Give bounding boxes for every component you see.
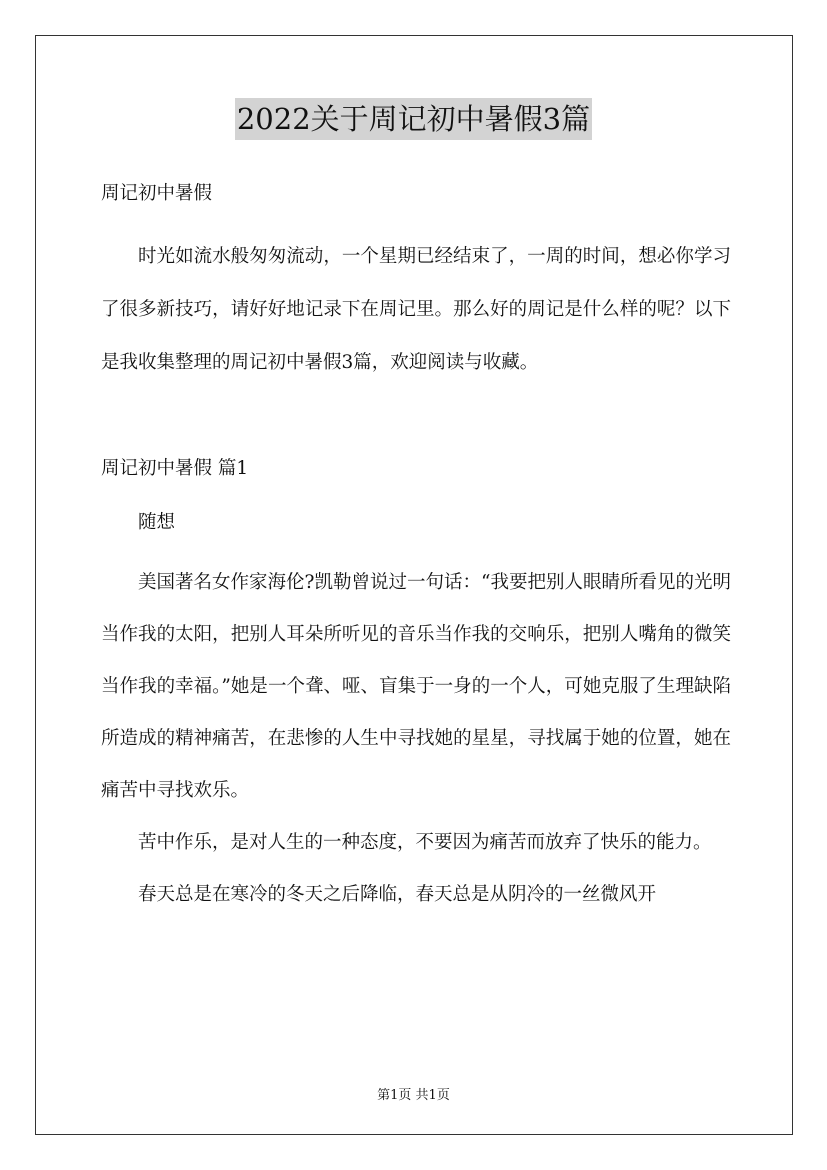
body-paragraph: 春天总是在寒冷的冬天之后降临，春天总是从阴冷的一丝微风开 <box>138 884 657 905</box>
page-footer: 第1页 共1页 <box>377 1088 450 1103</box>
section-heading: 周记初中暑假 篇1 <box>101 458 249 479</box>
intro-paragraph: 时光如流水般匆匆流动，一个星期已经结束了，一周的时间，想必你学习了很多新技巧，请好好地记录下在周记里。那么好的周记是什么样的呢？以下是我收集整理的周记初中暑假3篇，欢迎阅读与收藏。 <box>101 246 731 373</box>
title-container <box>0 98 827 140</box>
body-paragraph: 美国著名女作家海伦?凯勒曾说过一句话：“我要把别人眼睛所看见的光明当作我的太阳，把别人耳朵所听见的音乐当作我的交响乐，把别人嘴角的微笑当作我的幸福。”她是一个聋、哑、盲集于一身的一个人，可她克服了生理缺陷所造成的精神痛苦，在悲惨的人生中寻找她的星星，寻找属于她的位置，她在痛苦中寻找欢乐。 <box>101 572 731 801</box>
document-body <box>101 174 731 921</box>
document-title: 2022关于周记初中暑假3篇 <box>235 98 592 140</box>
intro-heading: 周记初中暑假 <box>101 183 213 204</box>
body-paragraph: 苦中作乐，是对人生的一种态度，不要因为痛苦而放弃了快乐的能力。 <box>138 832 712 853</box>
section-subtitle: 随想 <box>138 512 176 533</box>
